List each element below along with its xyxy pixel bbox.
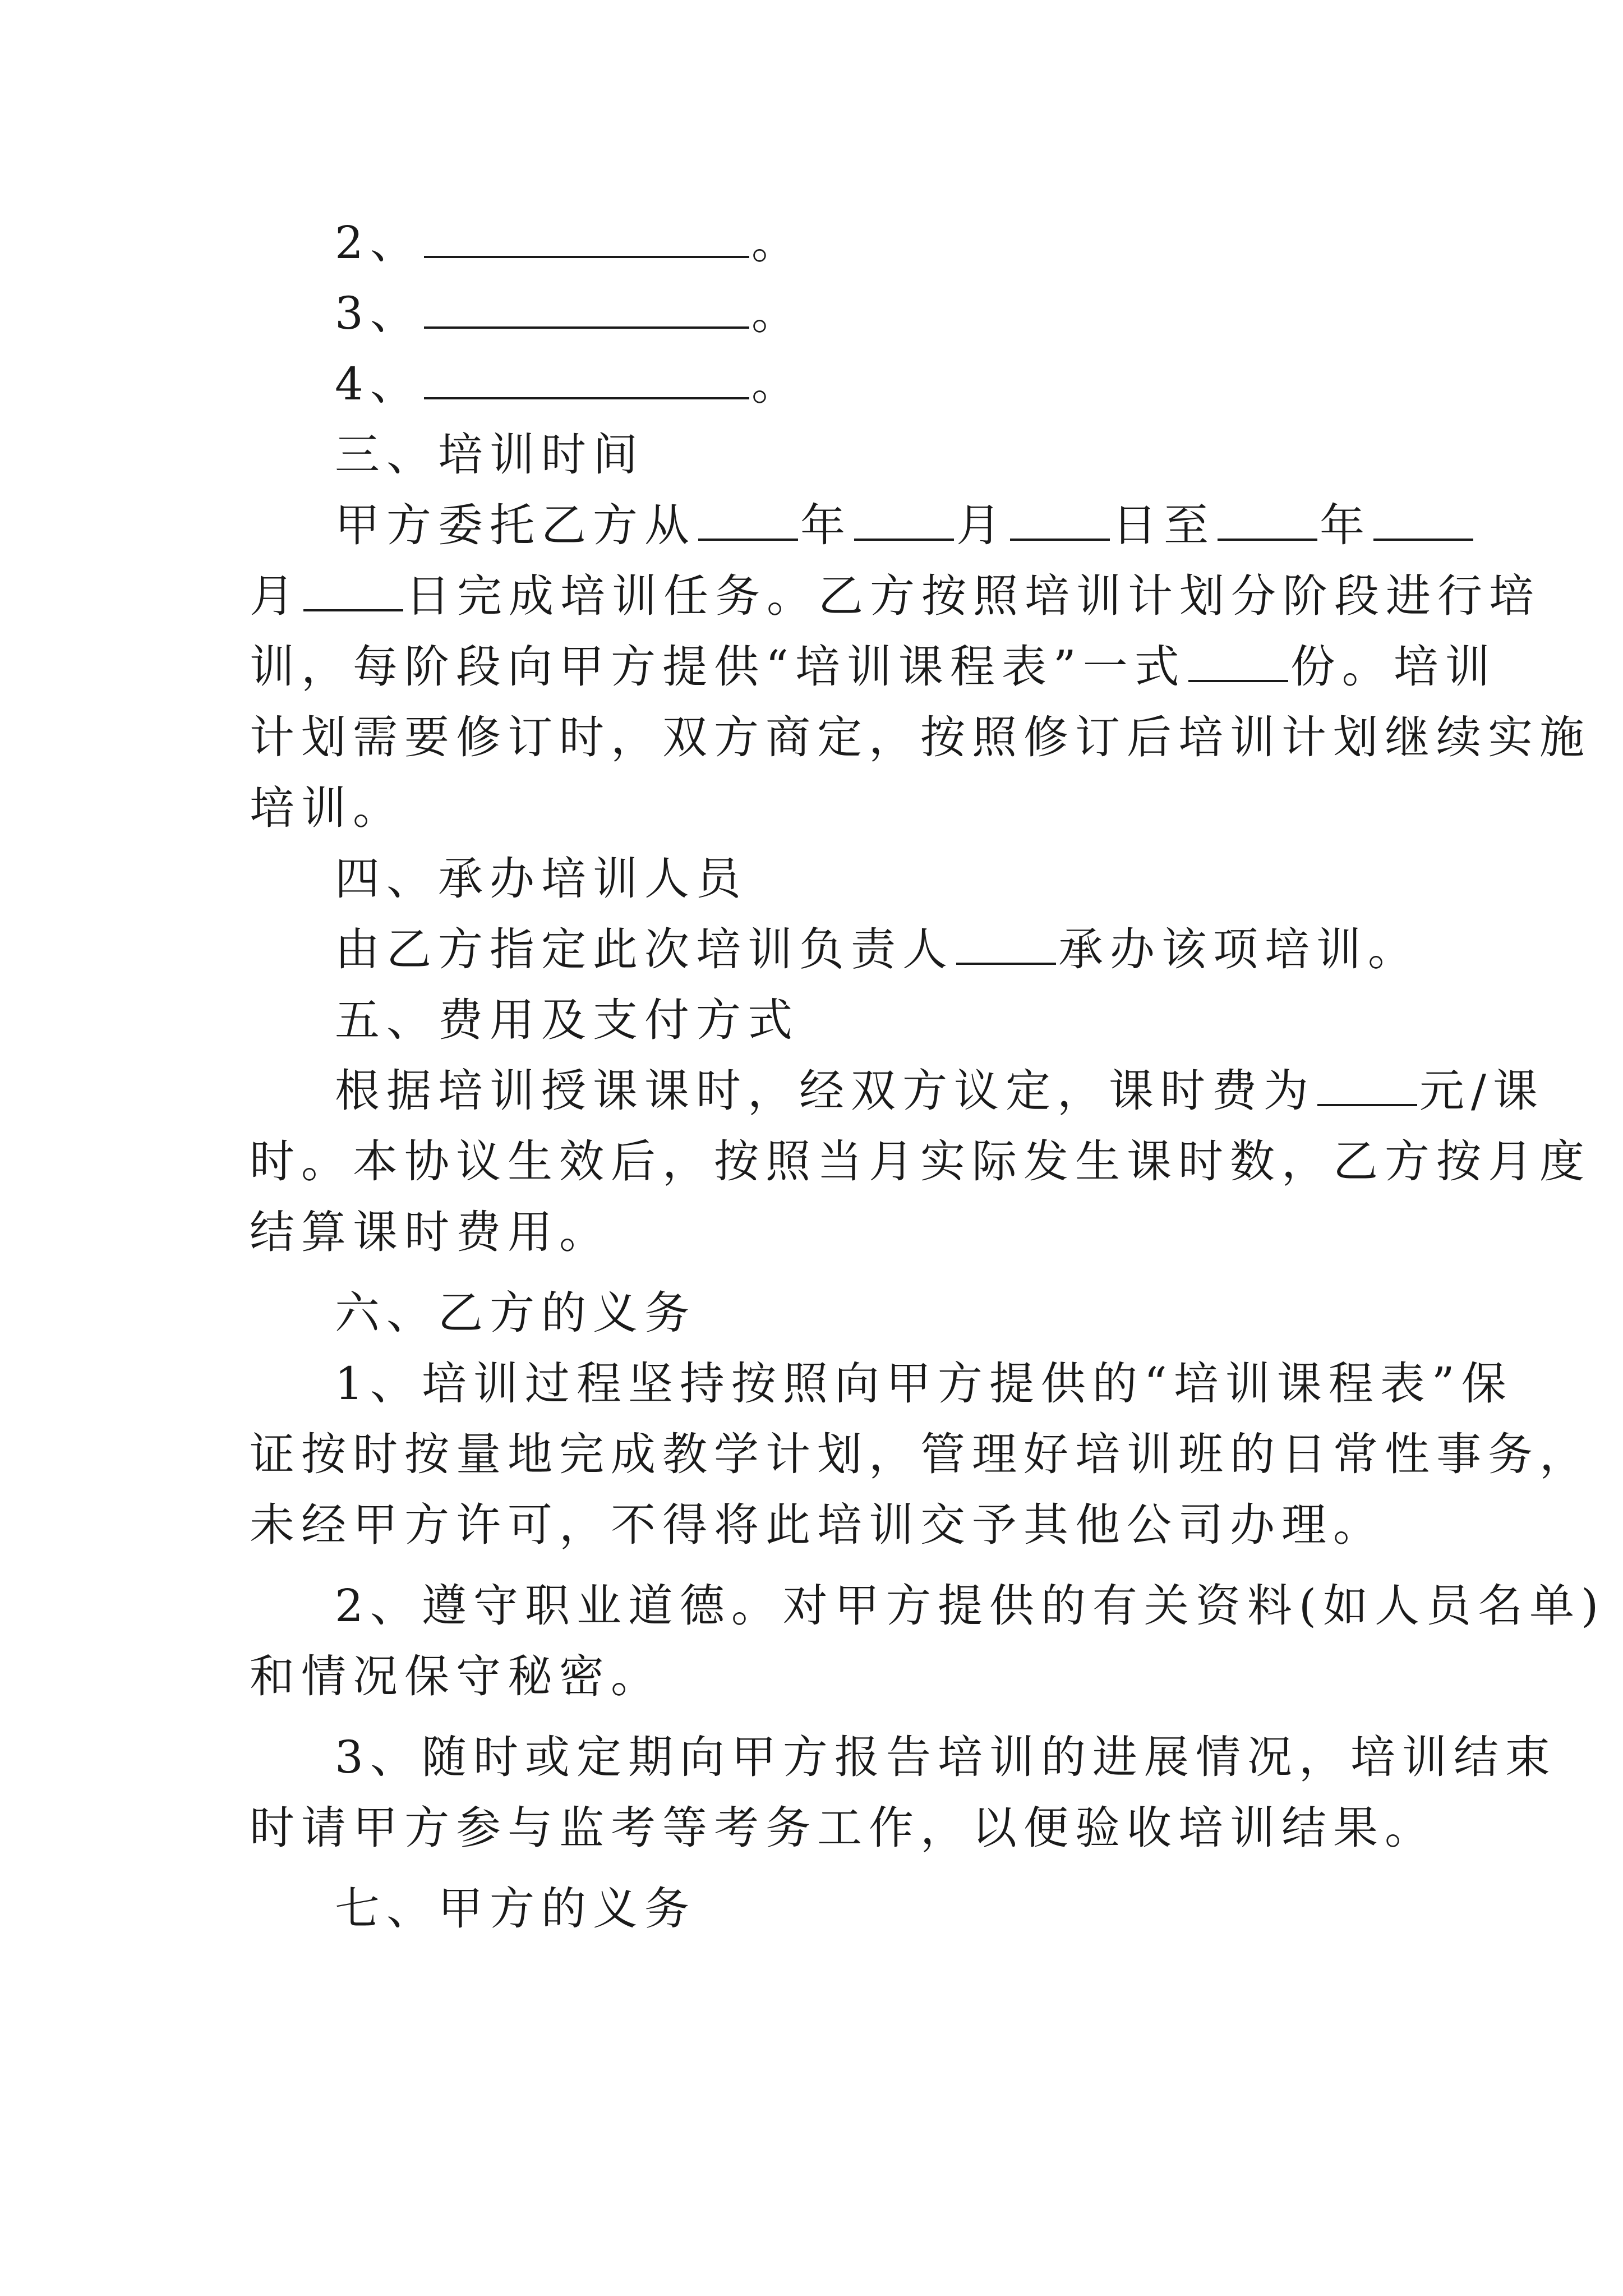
paragraph-line: 月 日完成培训任务。乙方按照培训计划分阶段进行培 [250,570,1541,622]
fill-blank[interactable] [424,326,749,329]
section-heading-staff: 四、承办培训人员 [335,853,748,905]
paragraph-line: 根据培训授课课时，经双方议定，课时费为 元/课 [335,1065,1544,1117]
section-heading-fees: 五、费用及支付方式 [335,994,799,1046]
paragraph-line: 甲方委托乙方从 年 月 日至 年 [250,490,1394,561]
fill-blank[interactable] [1218,539,1317,541]
paragraph-line: 证按时按量地完成教学计划，管理好培训班的日常性事务， [250,1428,1591,1480]
section-heading-party-b-duties: 六、乙方的义务 [335,1287,696,1339]
paragraph-line: 时请甲方参与监考等考务工作，以便验收培训结果。 [250,1802,1436,1854]
list-item-3: 3、 。 [335,287,803,339]
paragraph-line: 训，每阶段向甲方提供“培训课程表”一式 份。培训 [250,641,1497,693]
paragraph-line: 未经甲方许可，不得将此培训交予其他公司办理。 [250,1499,1385,1551]
paragraph-line: 时。本协议生效后，按照当月实际发生课时数，乙方按月度 [250,1135,1591,1188]
fill-blank[interactable] [1188,680,1288,682]
paragraph-line: 2、遵守职业道德。对甲方提供的有关资料(如人员名单) [335,1580,1606,1632]
section-heading-party-a-duties: 七、甲方的义务 [335,1883,696,1935]
fill-blank[interactable] [1010,539,1110,541]
paragraph-line: 计划需要修订时，双方商定，按照修订后培训计划继续实施 [250,711,1591,763]
section-heading-training-time: 三、培训时间 [335,429,644,481]
list-item-4: 4、 。 [335,358,803,410]
list-item-2: 2、 。 [335,217,803,269]
fill-blank[interactable] [424,397,749,399]
fill-blank[interactable] [424,256,749,258]
fill-blank[interactable] [698,539,798,541]
fill-blank[interactable] [1317,1104,1417,1106]
fill-blank[interactable] [1373,539,1473,541]
document-body [250,208,1606,1944]
paragraph-line: 和情况保守秘密。 [250,1650,662,1703]
fill-blank[interactable] [303,609,403,611]
fill-blank[interactable] [956,963,1056,965]
fill-blank[interactable] [854,539,954,541]
paragraph-line: 结算课时费用。 [250,1206,611,1258]
paragraph-line: 1、培训过程坚持按照向甲方提供的“培训课程表”保 [335,1358,1513,1410]
paragraph-line: 培训。 [250,782,404,834]
paragraph-line: 由乙方指定此次培训负责人 承办该项培训。 [335,923,1419,976]
paragraph-line: 3、随时或定期向甲方报告培训的进展情况，培训结束 [335,1731,1557,1783]
